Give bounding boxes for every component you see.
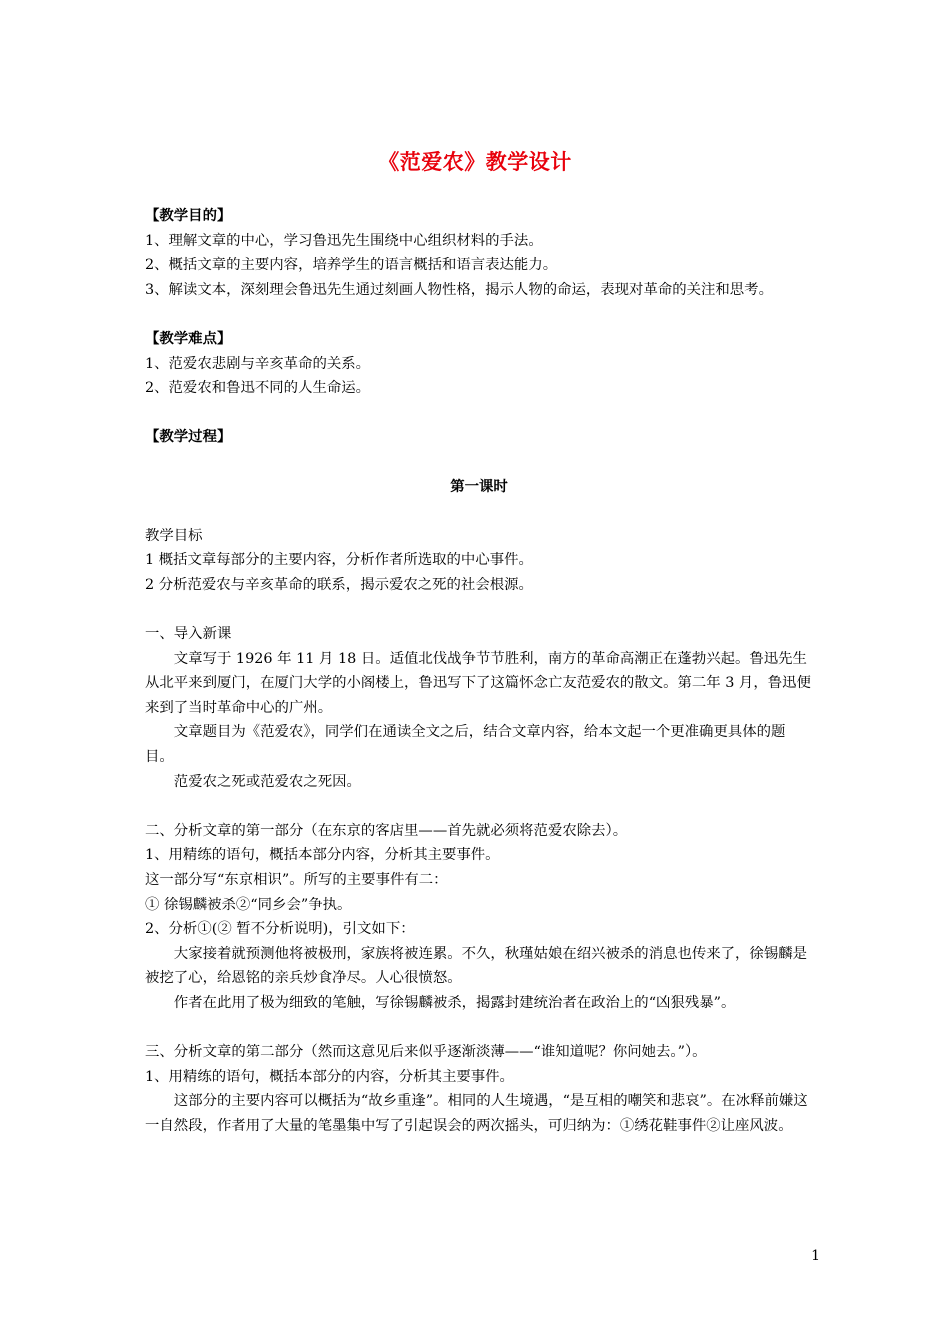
section3-task: 1、用精练的语句，概括本部分的内容，分析其主要事件。 [145, 1068, 514, 1085]
spacer [145, 794, 813, 819]
section2-summary: 这一部分写“东京相识”。所写的主要事件有二： [145, 872, 448, 889]
objective-item: 2、概括文章的主要内容，培养学生的语言概括和语言表达能力。 [145, 257, 558, 274]
section1-paragraph: 文章题目为《范爱农》，同学们在通读全文之后，结合文章内容，给本文起一个更准确更具体的题目。 [145, 724, 786, 766]
section2-quote: 大家接着就预测他将被极刑，家族将被连累。不久，秋瑾姑娘在绍兴被杀的消息也传来了，徐锡麟是被挖了心，给恩铭的亲兵炒食净尽。人心很愤怒。 [145, 945, 807, 987]
difficulty-item: 2、范爱农和鲁迅不同的人生命运。 [145, 380, 371, 397]
section1-paragraph: 范爱农之死或范爱农之死因。 [173, 773, 361, 790]
section2-heading: 二、分析文章的第一部分（在东京的客店里——首先就必须将范爱农除去）。 [145, 822, 628, 839]
spacer [145, 1016, 813, 1041]
lesson-goal-item: 2 分析范爱农与辛亥革命的联系，揭示爱农之死的社会根源。 [145, 576, 533, 593]
section2-events: ① 徐锡麟被杀②“同乡会”争执。 [145, 896, 352, 913]
section1-heading: 一、导入新课 [145, 626, 232, 643]
document-title: 《范爱农》教学设计 [378, 150, 572, 174]
section2-comment: 作者在此用了极为细致的笔触，写徐锡麟被杀，揭露封建统治者在政治上的“凶狠残暴”。 [173, 995, 736, 1011]
spacer [145, 302, 813, 327]
section3-heading: 三、分析文章的第二部分（然而这意见后来似乎逐渐淡薄——“谁知道呢？你问她去。”）。 [145, 1044, 707, 1061]
spacer [145, 598, 813, 623]
section1-paragraph: 文章写于 1926 年 11 月 18 日。适值北伐战争节节胜利，南方的革命高潮正在蓬勃兴起。鲁迅先生从北平来到厦门，在厦门大学的小阁楼上，鲁迅写下了这篇怀念亡友范爱农的散文。第二年 3 月，鲁迅便来到了当时革命中心的广州。 [145, 650, 811, 716]
lesson-title: 第一课时 [450, 478, 508, 495]
difficulty-item: 1、范爱农悲剧与辛亥革命的关系。 [145, 355, 371, 372]
spacer [145, 401, 813, 426]
objective-item: 3、解读文本，深刻理会鲁迅先生通过刻画人物性格，揭示人物的命运，表现对革命的关注和思考。 [145, 281, 773, 298]
lesson-goal-item: 1 概括文章每部分的主要内容，分析作者所选取的中心事件。 [145, 552, 533, 569]
difficulties-heading: 【教学难点】 [145, 330, 232, 347]
section2-task: 1、用精练的语句，概括本部分内容，分析其主要事件。 [145, 847, 500, 864]
spacer [145, 450, 813, 475]
section2-analysis-label: 2、分析①(② 暂不分析说明)，引文如下： [145, 921, 415, 938]
document-body [145, 204, 813, 1139]
lesson-goals-label: 教学目标 [145, 527, 203, 544]
objective-item: 1、理解文章的中心，学习鲁迅先生围绕中心组织材料的手法。 [145, 232, 543, 249]
process-heading: 【教学过程】 [145, 429, 232, 446]
section3-summary: 这部分的主要内容可以概括为“故乡重逢”。相同的人生境遇，“是互相的嘲笑和悲哀”。在冰释前嫌这一自然段，作者用了大量的笔墨集中写了引起误会的两次摇头，可归纳为：①绣花鞋事件②让座风波。 [145, 1093, 808, 1134]
objectives-heading: 【教学目的】 [145, 208, 232, 224]
spacer [145, 499, 813, 524]
page-number: 1 [811, 1248, 820, 1264]
